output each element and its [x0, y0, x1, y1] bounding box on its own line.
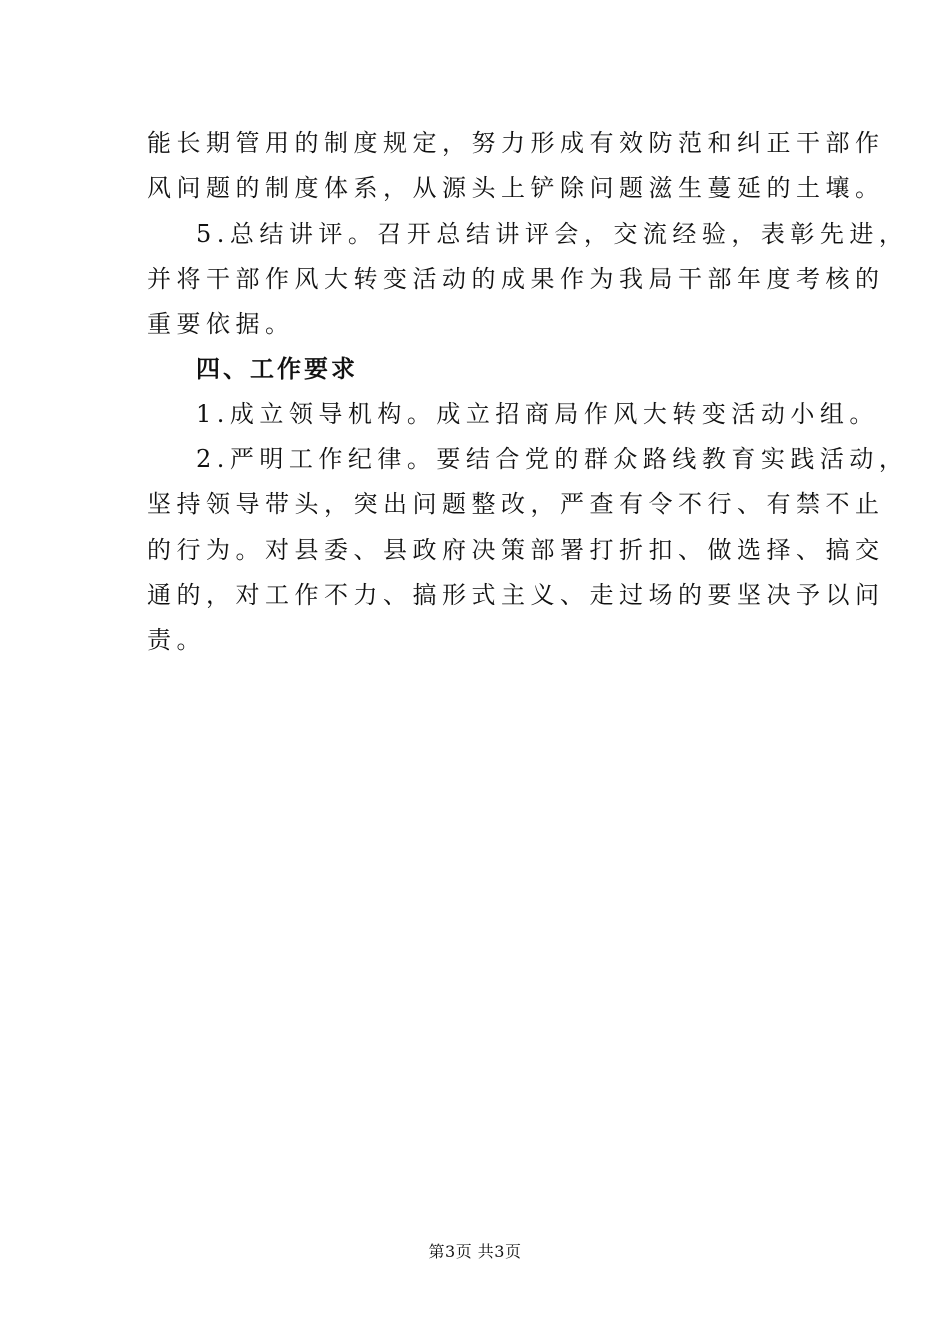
body-text-line: 并将干部作风大转变活动的成果作为我局干部年度考核的 [147, 265, 885, 293]
body-text-line: 重要依据。 [147, 310, 295, 338]
body-text-line: 责。 [147, 626, 206, 654]
body-text-line: 风问题的制度体系，从源头上铲除问题滋生蔓延的土壤。 [147, 174, 885, 202]
body-text-line: 能长期管用的制度规定，努力形成有效防范和纠正干部作 [147, 129, 885, 157]
list-item-leadership-organization: 1.成立领导机构。成立招商局作风大转变活动小组。 [196, 400, 879, 428]
body-text-line: 的行为。对县委、县政府决策部署打折扣、做选择、搞交 [147, 536, 885, 564]
page-number-footer: 第3页 共3页 [428, 1242, 522, 1261]
body-text-line: 通的，对工作不力、搞形式主义、走过场的要坚决予以问 [147, 581, 885, 609]
section-heading: 四、工作要求 [196, 355, 358, 383]
list-item-summary-review: 5.总结讲评。召开总结讲评会，交流经验，表彰先进， [196, 220, 909, 248]
list-item-work-discipline: 2.严明工作纪律。要结合党的群众路线教育实践活动， [196, 445, 909, 473]
body-text-line: 坚持领导带头，突出问题整改，严查有令不行、有禁不止 [147, 490, 885, 518]
